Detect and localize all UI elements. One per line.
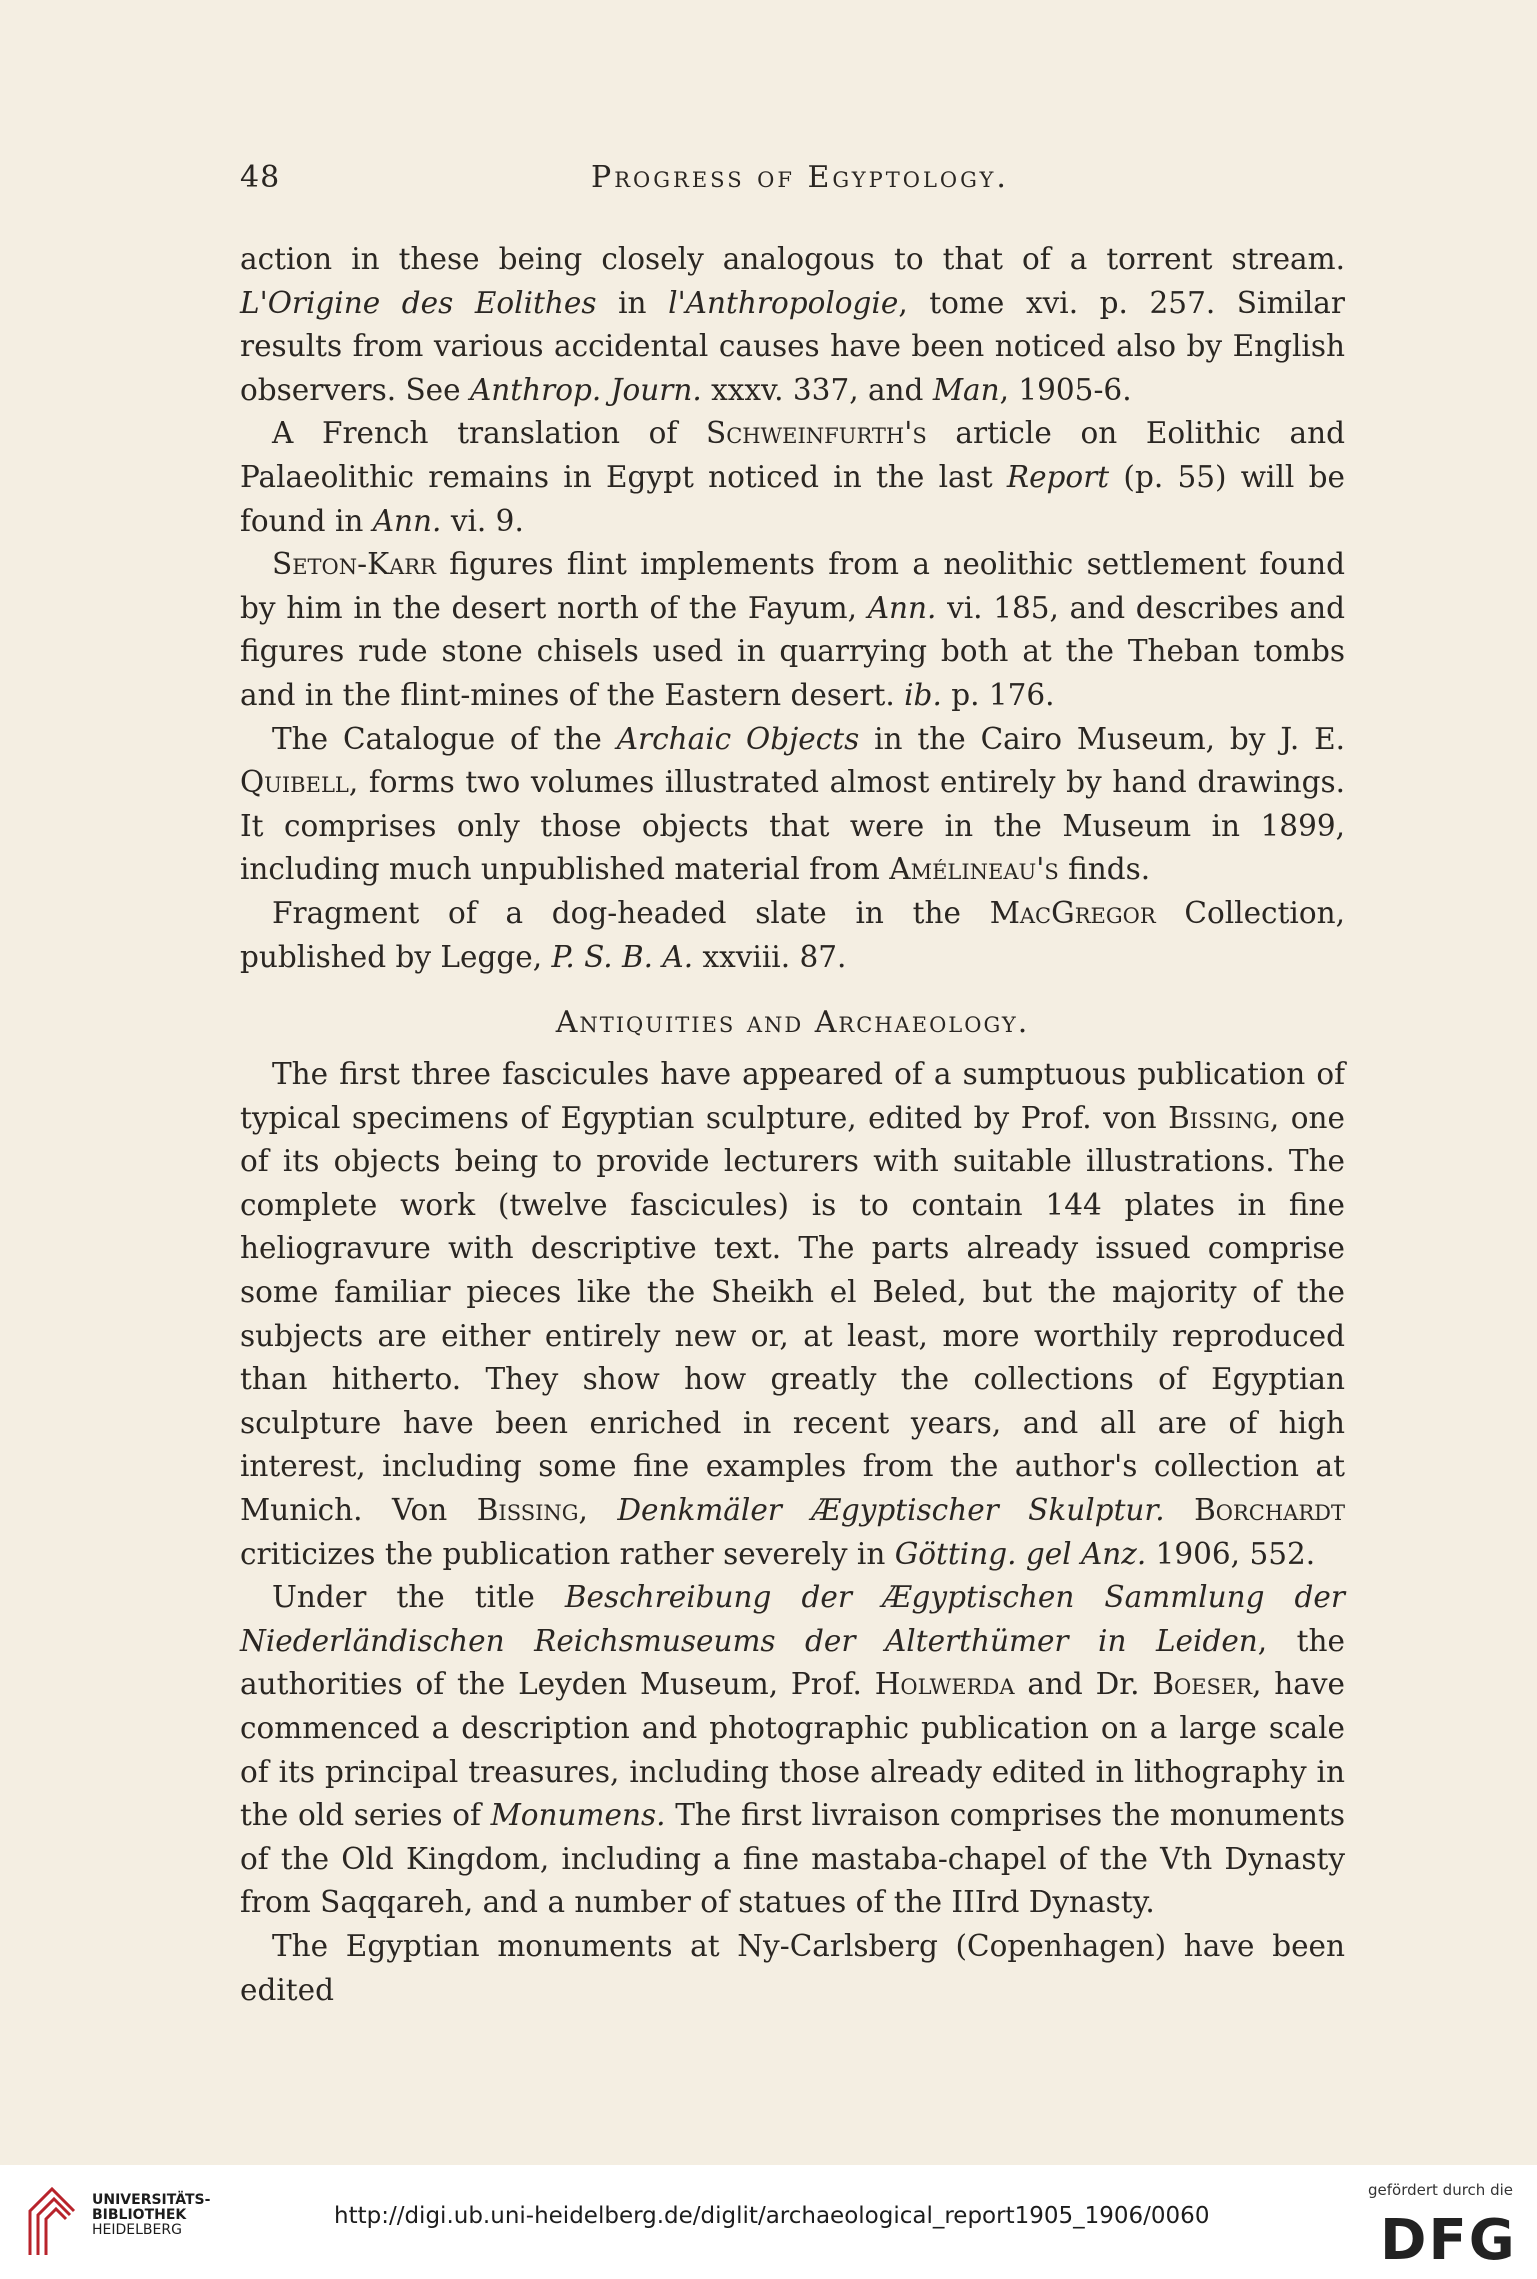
italic-title: Man	[932, 372, 1000, 407]
text-run: in the Cairo Museum, by J. E.	[859, 721, 1346, 756]
italic-title: Beschreibung der Ægyptischen Sammlung der Niederländischen Reichsmuseums der Alterthümer in Leiden	[240, 1580, 1345, 1658]
author-name: Borchardt	[1194, 1493, 1345, 1528]
author-name: Bissing	[476, 1493, 579, 1528]
italic-title: Monumens.	[490, 1798, 666, 1833]
text-run: The Catalogue of the	[272, 721, 617, 756]
italic-title: Denkmäler Ægyptischer Skulptur.	[617, 1493, 1165, 1528]
running-head	[240, 160, 1360, 200]
library-name-line: UNIVERSITÄTS-	[92, 2192, 211, 2208]
text-run: vi. 9.	[441, 503, 524, 538]
dfg-logo-icon	[1380, 2207, 1520, 2267]
author-name: Amélineau's	[889, 852, 1059, 887]
text-run: figures flint implements from a neolithic settlement found by him in the desert north of the Fayum,	[240, 547, 1345, 625]
text-run: xxviii. 87.	[693, 939, 847, 974]
paragraph	[240, 1053, 1345, 1576]
text-run: and Dr.	[1014, 1667, 1153, 1702]
text-run: article on Eolithic and Palaeolithic remains in Egypt noticed in the last	[240, 416, 1346, 494]
text-run	[1165, 1493, 1194, 1527]
text-run: Collection, published by Legge,	[240, 895, 1345, 974]
running-title: Progress of Egyptology.	[591, 160, 1009, 195]
paragraph	[240, 412, 1345, 543]
paragraph	[240, 1925, 1345, 2012]
author-name: Holwerda	[874, 1667, 1015, 1702]
author-name: Boeser	[1152, 1667, 1253, 1702]
digitization-footer	[0, 2165, 1537, 2279]
author-name: Schweinfurth's	[706, 416, 927, 451]
paragraph	[240, 238, 1345, 412]
italic-title: Götting. gel Anz.	[894, 1536, 1147, 1571]
section-heading: Antiquities and Archaeology.	[555, 1005, 1030, 1041]
italic-title: Ann.	[867, 590, 937, 625]
italic-title: Anthrop. Journ.	[469, 372, 702, 407]
paragraph	[240, 892, 1345, 979]
text-run: ,	[578, 1493, 618, 1528]
text-run: action in these being closely analogous to that of a torrent stream.	[240, 242, 1345, 276]
text-run: , tome xvi. p. 257. Similar results from various accidental causes have been noticed also by English observers. See	[240, 285, 1345, 407]
page-number: 48	[240, 160, 281, 195]
funded-by-label: gefördert durch die	[1368, 2181, 1513, 2199]
paragraph	[240, 718, 1345, 892]
italic-title: Ann.	[372, 503, 442, 538]
text-run: criticizes the publication rather severely in	[240, 1536, 895, 1571]
library-name	[92, 2193, 210, 2238]
text-run: , 1905-6.	[999, 372, 1132, 407]
text-run: The first three fascicules have appeared of a sumptuous publication of typical specimens of Egyptian sculpture, edited by Prof. von	[240, 1057, 1345, 1135]
italic-title: Report	[1006, 459, 1110, 494]
paragraph	[240, 543, 1345, 717]
text-run: , forms two volumes illustrated almost entirely by hand drawings. It comprises only those objects that were in the Museum in 1899, including much unpublished material from	[240, 765, 1345, 887]
text-run: xxxv. 337, and	[701, 372, 933, 407]
library-name-line: BIBLIOTHEK	[92, 2207, 187, 2223]
text-run: , one of its objects being to provide lecturers with suitable illustrations. The complete work (twelve fascicules) is to contain 144 plates in fine heliogravure with descriptive text. The parts already issued comprise some familiar pieces like the Sheikh el Beled, but the majority of the subjects are either entirely new or, at least, more worthily reproduced than hitherto. They show how greatly the collections of Egyptian sculpture have been enriched in recent years, and all are of high interest, including some fine examples from the author's collection at Munich. Von	[240, 1100, 1345, 1528]
text-run: The first livraison comprises the monuments of the Old Kingdom, including a fine mastaba-chapel of the Vth Dynasty from Saqqareh, and a number of statues of the IIIrd Dynasty.	[240, 1798, 1346, 1920]
author-name: Quibell	[240, 765, 349, 800]
text-run: Under the title	[272, 1580, 565, 1615]
body-text	[240, 238, 1345, 2012]
text-run: , have commenced a description and photographic publication on a large scale of its principal treasures, including those already edited in lithography in the old series of	[240, 1667, 1346, 1833]
text-run: vi. 185, and describes and figures rude stone chisels used in quarrying both at the Theban tombs and in the flint-mines of the Eastern desert.	[240, 590, 1345, 712]
text-run: A French translation of	[272, 416, 706, 451]
source-url-link[interactable]: http://digi.ub.uni-heidelberg.de/diglit/archaeological_report1905_1906/0060	[334, 2203, 1210, 2229]
italic-title: L'Origine des Eolithes	[240, 285, 597, 320]
university-library-logo-icon	[22, 2181, 82, 2261]
paragraph	[240, 1576, 1345, 1925]
library-name-line: HEIDELBERG	[92, 2222, 182, 2238]
author-name: MacGregor	[989, 895, 1156, 930]
text-run: (p. 55) will be found in	[240, 459, 1345, 538]
text-run: in	[596, 285, 669, 320]
author-name: Seton-Karr	[272, 547, 436, 582]
italic-title: Archaic Objects	[616, 721, 860, 756]
dfg-label: DFG	[1380, 2208, 1517, 2267]
text-run: , the authorities of the Leyden Museum, Prof.	[240, 1623, 1345, 1702]
text-run: Fragment of a dog-headed slate in the	[272, 895, 990, 930]
text-run: 1906, 552.	[1146, 1536, 1316, 1571]
text-run: p. 176.	[941, 677, 1055, 712]
italic-title: l'Anthropologie	[668, 285, 899, 320]
italic-title: P. S. B. A.	[551, 939, 694, 974]
text-run: The Egyptian monuments at Ny-Carlsberg (Copenhagen) have been edited	[240, 1928, 1345, 2007]
text-run: finds.	[1058, 852, 1151, 887]
author-name: Bissing	[1168, 1100, 1270, 1135]
italic-title: ib.	[904, 677, 942, 712]
